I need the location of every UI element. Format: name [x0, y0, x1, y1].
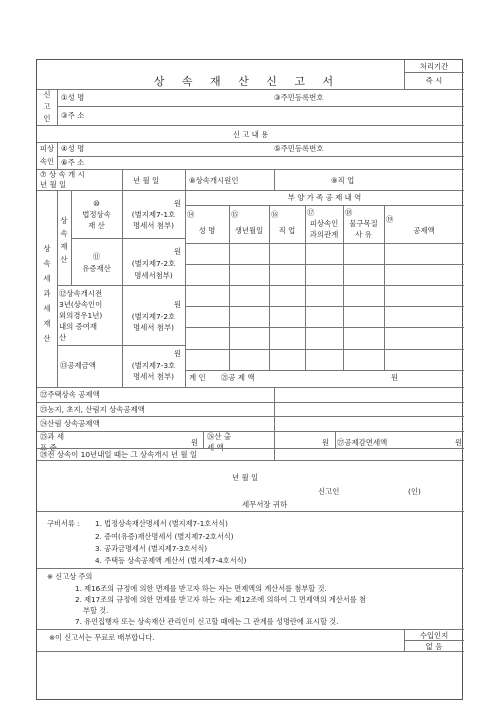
declarant-label: 신고인: [318, 487, 340, 496]
deceased-label-1: 피상: [39, 144, 55, 153]
inherited-label-1: 상: [60, 216, 68, 225]
assets-label-2: 속: [43, 259, 51, 268]
bequest-mark: ⑪: [92, 252, 101, 261]
statutory-note-1: (별지제7-1호: [131, 210, 176, 219]
col-birth-mark: ⑮: [231, 210, 239, 219]
bequest-unit: 원: [174, 247, 182, 256]
inherited-label-3: 재: [60, 242, 68, 251]
processing-period-value: 즉 시: [425, 76, 443, 85]
inherited-label-2: 속: [60, 229, 68, 238]
dependents-deduction-unit: 원: [391, 373, 399, 382]
statutory-label-1: 법정상속: [82, 210, 111, 219]
calc-tax-unit: 원: [322, 438, 330, 447]
gift-note-2: 명세서 첨부): [133, 323, 174, 332]
assets-label-7: 산: [43, 334, 51, 343]
statutory-mark: ⑩: [93, 199, 100, 208]
col-job-label: 직 업: [278, 226, 296, 235]
exemption-label: ㉗공제감면세액: [337, 438, 388, 447]
prior-inheritance-label: ㉘전 상속이 10년내일 때는 그 상속개시 년 월 일: [40, 450, 197, 459]
applicant-address-label: ③주 소: [61, 111, 85, 120]
statutory-unit: 원: [174, 199, 182, 208]
deceased-name-label: ④성 명: [61, 144, 85, 153]
note-item-2-cont: 부할 것.: [83, 606, 109, 615]
utility-note-2: 명세서 첨부): [133, 372, 174, 381]
attachment-item-2: 2. 증여(유증)재산명세서 (별지제7-2호서식): [95, 532, 234, 541]
bequest-label: 유증재산: [82, 264, 111, 273]
applicant-name-label: ①성 명: [61, 93, 85, 102]
calc-tax-label-2: 세 액: [207, 443, 224, 452]
deceased-rrn-label: ⑤주민등록번호: [274, 144, 324, 153]
exemption-unit: 원: [455, 438, 463, 447]
free-distribution-note: ※이 신고서는 무료로 배부합니다.: [49, 633, 155, 642]
note-item-3: 7. 유언집행자 또는 상속재산 관리인이 신고할 때에는 그 관계를 성명란에 표시할 것.: [75, 617, 339, 626]
col-deduction-label: 공제액: [413, 226, 435, 235]
bequest-note-1: (별지제7-2호: [131, 259, 176, 268]
dependents-total-label: 계 인: [189, 373, 206, 382]
inherited-label-4: 산: [60, 255, 68, 264]
attachment-item-1: 1. 법정상속재산명세서 (별지제7-1호서식): [95, 519, 228, 528]
attachments-label: 구비서류 :: [47, 519, 80, 528]
inheritance-date-value: 년 월 일: [133, 176, 160, 185]
gift-unit: 원: [174, 300, 182, 309]
tax-base-unit: 원: [191, 438, 199, 447]
calc-tax-label-1: ㉖산 출: [207, 432, 232, 441]
notes-header: ※ 신고상 주의: [47, 572, 93, 581]
signature-date: 년 월 일: [232, 473, 259, 482]
col-relation-mark: ⑰: [307, 208, 315, 217]
tax-office-addressee: 세무서장 귀하: [242, 500, 288, 509]
utility-label: ⑬공제금액: [60, 361, 96, 370]
deceased-address-label: ⑥주 소: [61, 158, 85, 167]
col-birth-label: 생년월일: [234, 226, 264, 235]
gift-label-1: ⑫상속개시전: [59, 289, 103, 298]
statutory-note-2: 명세서 첨부): [133, 221, 174, 230]
occupation-label: ⑨직 업: [331, 176, 355, 185]
gift-label-4: 내의 증여재: [59, 322, 98, 331]
gift-note-1: (별지제7-2호: [131, 312, 176, 321]
utility-unit: 원: [174, 349, 182, 358]
dependents-deduction-label: ㉑공 제 액: [221, 373, 255, 382]
note-item-1: 1. 제16조의 규정에 의한 면제를 받고자 하는 자는 면제액의 계산서를 첨부할 것.: [75, 584, 327, 593]
col-deduction-mark: ⑲: [386, 215, 394, 224]
bequest-note-2: 명세서첨부): [134, 271, 173, 280]
note-item-2: 2. 제17조의 규정에 의한 면제를 받고자 하는 자는 제12조에 의하여 그 면제액의 계산서를 첨: [75, 595, 366, 604]
col-reason-mark: ⑱: [345, 208, 353, 217]
inheritance-date-label-2: 년 월 일: [40, 180, 67, 189]
assets-label-6: 재: [43, 319, 51, 328]
statutory-label-2: 재 산: [88, 221, 105, 230]
gift-label-5: 산: [59, 333, 67, 342]
assets-label-1: 상: [43, 244, 51, 253]
col-job-mark: ⑯: [271, 210, 279, 219]
seal-mark: (인): [408, 487, 421, 496]
tax-base-label-1: ㉕과 세: [40, 432, 65, 441]
col-name-mark: ⑭: [187, 210, 195, 219]
inheritance-date-label-1: ⑦ 상 속 개 시: [40, 170, 85, 179]
gift-label-3: 외의경우1년): [59, 311, 103, 320]
applicant-label-2: 고: [43, 102, 51, 111]
farmland-deduction-label: ㉓농지, 초지, 산림지 상속공제액: [40, 405, 145, 414]
col-reason-label-2: 사 유: [355, 230, 372, 239]
forest-deduction-label: ㉔산림 상속공제액: [40, 419, 100, 428]
col-name-label: 성 명: [198, 226, 216, 235]
processing-period-label: 처리기간: [419, 62, 449, 71]
stamp-fee-value: 없 음: [425, 642, 443, 651]
attachment-item-4: 4. 주택등 상속공제액 계산서 (별지제7-4호서식): [95, 556, 247, 565]
inheritance-property-report-form: [36, 59, 463, 700]
attachment-item-3: 3. 공과금명세서 (별지제7-3호서식): [95, 544, 208, 553]
col-relation-label-2: 과의관계: [309, 230, 339, 239]
gift-label-2: 3년(상속인이: [59, 300, 103, 309]
utility-note-1: (별지제7-3호: [131, 361, 176, 370]
assets-label-5: 세: [43, 304, 51, 313]
applicant-label-3: 인: [43, 114, 51, 123]
assets-label-3: 세: [43, 274, 51, 283]
tax-base-label-2: 표 준: [40, 443, 57, 452]
applicant-rrn-label: ③주민등록번호: [274, 93, 324, 102]
applicant-label-1: 신: [43, 90, 51, 99]
housing-deduction-label: ㉒주택상속 공제액: [40, 390, 100, 399]
col-relation-label-1: 피상속인: [309, 219, 339, 228]
dependents-header: 부 양 가 족 공 제 내 역: [287, 193, 362, 202]
inheritance-cause-label: ⑧상속개시원인: [189, 176, 239, 185]
stamp-fee-label: 수입인지: [419, 631, 449, 640]
assets-label-4: 과: [43, 289, 51, 298]
details-header: 신 고 내 용: [232, 130, 269, 139]
form-title: 상 속 재 산 신 고 서: [153, 75, 341, 88]
col-reason-label-1: 물구목질: [349, 219, 378, 228]
deceased-label-2: 속인: [39, 157, 55, 166]
